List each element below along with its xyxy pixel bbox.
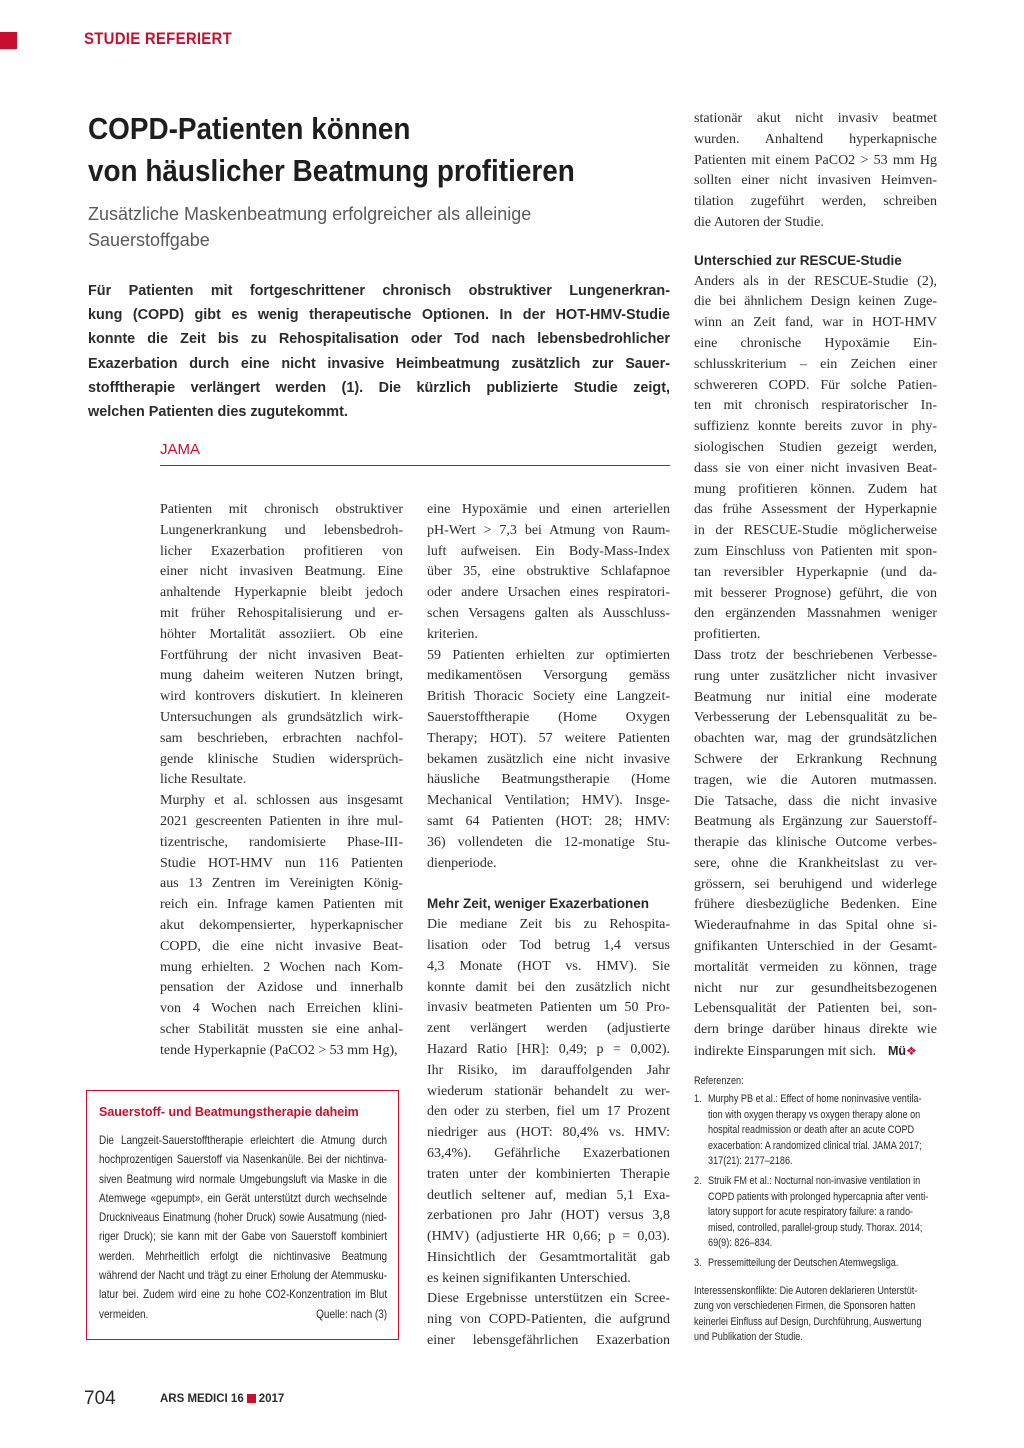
text-line: 2021 gescreenten Patienten in ihre mul- [160,813,403,829]
text-line: 63,4%). Gefährliche Exazerbationen [427,1145,670,1161]
text-line: einer nicht invasiven Beatmung. Eine [160,564,403,580]
text-line: gnifikanten Unterschied in der Gesamt- [694,939,937,955]
text-line: medikamentösen Versorgung gemäss [427,668,670,684]
reference-line: exacerbation: A randomized clinical trial. JAMA 2017; [708,1139,922,1152]
text-line: Diese Ergebnisse unterstützen ein Scree- [427,1291,670,1307]
page-number: 704 [84,1388,116,1409]
text-line: niedriger aus (HOT: 80,4% vs. HMV: [427,1125,670,1141]
reference-item [694,1256,944,1271]
text-line: konnte damit bei den zusätzlich nicht [427,979,670,995]
text-line: latur bei. Zudem wird eine zu hohe CO2-Konzentration im Blut [99,1288,388,1302]
text-line: 59 Patienten erhielten zur optimierten [427,647,670,663]
references-heading: Referenzen: [694,1075,744,1087]
reference-line: tion with oxygen therapy vs oxygen therapy alone on [708,1108,921,1121]
text-line: den oder zu sterben, fiel um 17 Prozent [427,1104,670,1120]
paragraph [694,109,937,234]
text-line: Lungenerkrankung und lebensbedroh- [160,522,403,538]
text-line: luft aufweisen. Ein Body-Mass-Index [427,543,670,559]
text-line: 4,3 Monate (HOT vs. HMV). Sie [427,958,670,974]
text-line: suffizienz konnte bereits zuvor in phy- [694,419,937,435]
text-line: siologischen Studien gezeigt werden, [694,439,937,455]
text-line: rung unter zusätzlicher nicht invasiver [694,668,937,684]
text-line [694,1041,937,1063]
section-heading: Unterschied zur RESCUE-Studie [694,252,902,268]
text-line: häusliche Beatmungstherapie (Home [427,772,670,788]
text-line: Ihr Risiko, im darauffolgenden Jahr [427,1062,670,1078]
text-line: über 35, eine obstruktive Schlafapnoe [427,564,670,580]
text-line: 36) vollendeten die 12-monatige Stu- [427,834,670,850]
text-line: die bei ähnlichem Design keinen Zuge- [694,294,937,310]
reference-number: 1. [694,1093,702,1106]
text-line: dienperiode. [427,855,497,871]
text-line: dern bringe darüber hinaus direkte wie [694,1022,937,1038]
text-line: Atemwege «gepumpt», ein Gerät unterstützt durch wechselnde [99,1191,388,1205]
paragraph [427,915,670,1289]
paragraph [427,1289,670,1351]
text-line: COPD, die eine nicht invasive Beat- [160,938,403,954]
info-box-source: Quelle: nach (3) [316,1307,388,1321]
text-line [99,1305,387,1324]
references [694,1074,944,1346]
text-line: tende Hyperkapnie (PaCO2 > 53 mm Hg), [160,1042,398,1058]
text-line: Wiederaufnahme in das Spital ohne si- [694,918,937,934]
paragraph [694,646,937,1063]
text-line: Untersuchungen als grundsätzlich wirk- [160,709,403,725]
coi-line: und Publikation der Studie. [694,1331,803,1344]
text-line: Hinsichtlich der Gesamtmortalität gab [427,1249,670,1265]
coi-line: zung von verschiedenen Firmen, die Sponsoren hatten [694,1300,916,1313]
article-source: JAMA [160,441,201,458]
text-column-1 [160,500,403,1062]
article-title [88,108,648,192]
coi-line: keinerlei Einfluss auf Design, Durchführung, Auswertung [694,1315,922,1328]
text-line: wiederum stationär behandelt zu wer- [427,1083,670,1099]
text-line: den ergänzenden Massnahmen weniger [694,606,937,622]
section-label: STUDIE REFERIERT [84,29,233,48]
text-line: Therapy; HOT). 57 weitere Patienten [427,730,670,746]
text-line: British Thoracic Society eine Langzeit- [427,689,670,705]
text-line: Mechanical Ventilation; HMV). Insge- [427,793,670,809]
paragraph [427,500,670,646]
text-line: mung profitieren können. Zudem hat [694,481,937,497]
text-line: Murphy et al. schlossen aus insgesamt [160,793,403,809]
reference-line: Pressemitteilung der Deutschen Atemwegsliga. [708,1257,899,1270]
reference-number: 3. [694,1257,702,1270]
reference-line: mised, controlled, parallel-group study. Thorax. 2014; [708,1221,923,1234]
journal-name: ARS MEDICI 16 [160,1393,244,1405]
text-line: reich ein. Infrage kamen Patienten mit [160,897,403,913]
text-line: mung daheim weiteren Nutzen bringt, [160,668,403,684]
text-line: von 4 Wochen nach Erreichen klini- [160,1001,403,1017]
text-line: frühere diesbezügliche Bedenken. Eine [694,897,937,913]
subtitle-line: Zusätzliche Maskenbeatmung erfolgreicher als alleinige [88,204,532,224]
text-line: liche Resultate. [160,772,247,788]
text-line: zum Einschluss von Patienten mit spon- [694,543,937,559]
text-line: Die mediane Zeit bis zu Rehospita- [427,917,670,933]
text-line: oder andere Ursachen eines respiratori- [427,585,670,601]
text-column-2 [427,500,670,1352]
text-line: tizentrische, randomisierte Phase-III- [160,834,403,850]
reference-number: 2. [694,1175,702,1188]
article-lead [88,279,670,424]
text-line: obachten war, mag der grundsätzlichen [694,731,937,747]
text-line: winn an Zeit fand, war in HOT-HMV [694,315,937,331]
section-marker [0,32,17,49]
paragraph [694,272,937,646]
info-box-text [99,1131,386,1324]
text-line: Druckniveaus Einatmung (hoher Druck) sowie Ausatmung (nied- [99,1211,388,1225]
reference-list [694,1092,944,1271]
text-line: Hazard Ratio [HR]: 0,49; p = 0,002). [427,1041,670,1057]
text-line: werden. Mehrheitlich erfolgt die nichtinvasive Beatmung [99,1249,388,1263]
text-line: sam beschrieben, erbrachten nachfol- [160,730,403,746]
text-line: wird kontrovers diskutiert. In kleineren [160,689,403,705]
text-line: riger Druck); sie kann mit der Gabe von Sauerstoff kombiniert [99,1230,388,1244]
reference-line: Struik FM et al.: Nocturnal non-invasive ventilation in [708,1175,921,1188]
text-line: zerbationen pro Jahr (HOT) versus 3,8 [427,1208,670,1224]
article-subtitle [88,201,648,253]
text-line: schlusskriterium – ein Zeichen einer [694,356,937,372]
text-line: Dass trotz der beschriebenen Verbesse- [694,647,937,663]
text-line: lisation oder Tod betrug 1,4 versus [427,937,670,953]
reference-line: hospital readmission or death after an acute COPD [708,1124,915,1137]
info-box [86,1090,399,1340]
info-box-title: Sauerstoff- und Beatmungstherapie daheim [99,1105,359,1119]
text-line: das frühe Assessment der Hyperkapnie [694,502,937,518]
text-line: sere, ohne die Krankheitslast zu ver- [694,855,937,871]
text-line: schwereren COPD. Für solche Patien- [694,377,937,393]
text-line: welchen Patienten dies zugutekommt. [88,404,348,421]
text-line: es keinen signifikanten Unterschied. [427,1270,631,1286]
text-line: scher Stabilität mussten sie eine anhal- [160,1021,403,1037]
text-line: mung erhielten. 2 Wochen nach Kom- [160,959,403,975]
text-line: wurden. Anhaltend hyperkapnische [694,131,937,147]
source-divider [160,465,670,466]
text-line: tragen, wie die Autoren mutmassen. [694,772,937,788]
text-line: stofftherapie verlängert werden (1). Die kürzlich publizierte Studie zeigt, [88,379,670,396]
text-line: gende klinische Studien widersprüch- [160,751,403,767]
text-line: Beatmung nur initial eine moderate [694,689,937,705]
coi-line: Interessenskonflikte: Die Autoren deklarieren Unterstüt- [694,1284,918,1297]
text-line: die Autoren der Studie. [694,214,824,230]
text-line: grössern, sei beruhigend und widerlege [694,876,937,892]
journal-year: 2017 [258,1393,285,1405]
text-line: ning von COPD-Patienten, die aufgrund [427,1312,670,1328]
title-line: von häuslicher Beatmung profitieren [88,153,575,188]
text-line: Die Tatsache, dass die nicht invasive [694,793,937,809]
paragraph [160,791,403,1061]
text-line: akut dekompensierter, hyperkapnischer [160,917,403,933]
text-line: hochprozentigen Sauerstoff via Nasenkanüle. Bei der nichtinva- [99,1153,388,1167]
info-box-text-end: vermeiden. [99,1307,149,1321]
reference-line: 69(9): 826–834. [708,1237,773,1250]
text-line: Exazerbation durch eine nicht invasive Heimbeatmung zusätzlich zur Sauer- [88,355,670,372]
text-line: tilation zugeführt werden, schreiben [694,194,937,210]
text-line: Fortführung der nicht invasiven Beat- [160,647,403,663]
text-line: während der Nacht und trägt zu einer Erholung der Atemmusku- [99,1269,388,1283]
text-line: ten mit chronisch respiratorischer In- [694,398,937,414]
text-line-content: indirekte Einsparungen mit sich. [694,1044,876,1060]
journal-footer [160,1393,284,1405]
footer-separator [247,1394,256,1403]
text-line: siven Beatmung wird normale Umgebungsluft via Maske in die [99,1172,388,1186]
paragraph [427,646,670,875]
section-heading: Mehr Zeit, weniger Exazerbationen [427,896,650,912]
text-line: mortalität vermeiden zu können, trage [694,959,937,975]
text-line: samt 64 Patienten (HOT: 28; HMV: [427,813,670,829]
text-line: mit besserer Prognose) geführt, die von [694,585,937,601]
text-line: therapie das klinische Outcome verbes- [694,835,937,851]
reference-line: COPD patients with prolonged hypercapnia after venti- [708,1190,929,1203]
text-line: Schwere der Erkrankung Rechnung [694,751,937,767]
text-line: eine Hypoxämie und einen arteriellen [427,502,670,517]
text-line: sollten einer nicht invasiven Heimven- [694,173,937,189]
text-line: kung (COPD) gibt es wenig therapeutische Optionen. In der HOT-HMV-Studie [88,307,670,324]
text-line: Die Langzeit-Sauerstofftherapie erleichtert die Atmung durch [99,1134,388,1147]
text-line: (HMV) (adjustierte HR 0,66; p = 0,03). [427,1229,670,1245]
text-column-3 [694,109,937,1063]
text-line: Verbesserung der Lebensqualität zu be- [694,710,937,726]
reference-item [694,1174,944,1251]
text-line: Patienten mit einem PaCO2 > 53 mm Hg [694,152,937,168]
text-line: Patienten mit chronisch obstruktiver [160,502,403,517]
reference-line: Murphy PB et al.: Effect of home noninvasive ventila- [708,1093,922,1106]
reference-item [694,1092,944,1169]
reference-line: latory support for acute respiratory failure: a rando- [708,1206,914,1219]
subtitle-line: Sauerstoffgabe [88,230,210,250]
text-line: konnte die Zeit bis zu Rehospitalisation oder Tod nach lebensbedrohlicher [88,331,670,348]
text-line: tan reversibler Hyperkapnie (und da- [694,564,937,580]
text-line: profitierten. [694,627,761,643]
text-line: licher Exazerbation profitieren von [160,543,403,559]
text-line: einer lebensgefährlichen Exazerbation [427,1333,670,1349]
text-line: Für Patienten mit fortgeschrittener chronisch obstruktiver Lungenerkran- [88,283,670,299]
text-line: eine chronische Hypoxämie Ein- [694,335,937,351]
text-line: deutlich seltener auf, median 5,1 Exa- [427,1187,670,1203]
text-line: aus 13 Zentren im Vereinigten König- [160,876,403,892]
text-line: stationär akut nicht invasiv beatmet [694,111,937,126]
text-line: Sauerstofftherapie (Home Oxygen [427,709,670,725]
text-line: invasiv beatmeten Patienten um 50 Pro- [427,1000,670,1016]
text-line: Beatmung als Ergänzung zur Sauerstoff- [694,814,937,830]
text-line: Lebensqualität der Patienten bei, son- [694,1001,937,1017]
title-line: COPD-Patienten können [88,111,411,146]
conflict-of-interest [694,1284,944,1346]
text-line: Studie HOT-HMV nun 116 Patienten [160,855,403,871]
text-line: höhter Mortalität assoziiert. Ob eine [160,626,403,642]
text-line: traten unter der kombinierten Therapie [427,1166,670,1182]
author-signature: Mü [887,1044,907,1059]
text-line: in der RESCUE-Studie möglicherweise [694,523,937,539]
text-line: bekamen zusätzlich eine nicht invasive [427,751,670,767]
text-line: zent verlängert werden (adjustierte [427,1021,670,1037]
text-line: mit früher Rehospitalisierung und er- [160,605,403,621]
text-line: Anders als in der RESCUE-Studie (2), [694,273,937,289]
text-line: pensation der Azidose und innerhalb [160,980,403,996]
text-line: anhaltende Hyperkapnie bleibt jedoch [160,585,403,601]
end-mark-icon: ❖ [906,1044,917,1059]
text-line: pH-Wert > 7,3 bei Atmung von Raum- [427,522,670,538]
text-line: kriterien. [427,626,478,642]
paragraph [160,500,403,791]
reference-line: 317(21): 2177–2186. [708,1155,793,1168]
text-line: dass sie von einer nicht invasiven Beat- [694,460,937,476]
text-line: schen Versagens galten als Ausschluss- [427,605,670,621]
text-line: nicht nur zur gesundheitsbezogenen [694,980,937,996]
